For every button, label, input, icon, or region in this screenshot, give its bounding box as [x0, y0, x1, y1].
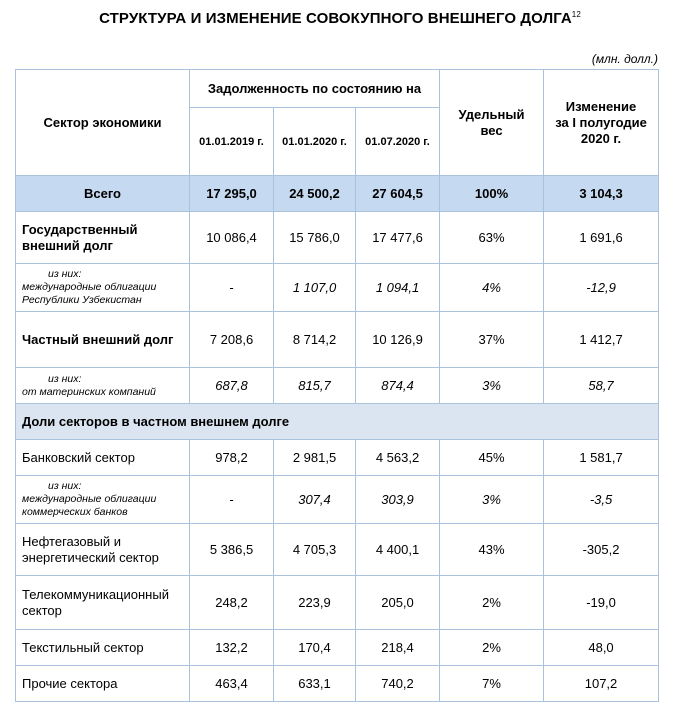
table-row-private: [16, 312, 659, 368]
row-label: Прочие сектора: [16, 666, 190, 702]
table-row-textile: [16, 630, 659, 666]
row-label: Государственный внешний долг: [16, 212, 190, 264]
col-change-header: Изменение за I полугодие 2020 г.: [544, 70, 659, 176]
table-row-gov: [16, 212, 659, 264]
cell-value: 815,7: [274, 368, 356, 404]
col-date-2020-jul: 01.07.2020 г.: [356, 108, 440, 176]
cell-change: 3 104,3: [544, 176, 659, 212]
cell-value: 10 126,9: [356, 312, 440, 368]
external-debt-table: [15, 69, 659, 702]
cell-value: 687,8: [190, 368, 274, 404]
cell-share: 3%: [440, 368, 544, 404]
col-date-2020-jan: 01.01.2020 г.: [274, 108, 356, 176]
col-share-header: Удельный вес: [440, 70, 544, 176]
table-row-oil: [16, 524, 659, 576]
row-label: Текстильный сектор: [16, 630, 190, 666]
cell-value: 248,2: [190, 576, 274, 630]
cell-value: 1 107,0: [274, 264, 356, 312]
cell-value: 740,2: [356, 666, 440, 702]
col-sector-header: Сектор экономики: [16, 70, 190, 176]
table-row-private-sub: [16, 368, 659, 404]
cell-value: 223,9: [274, 576, 356, 630]
cell-value: 978,2: [190, 440, 274, 476]
row-label: Частный внешний долг: [16, 312, 190, 368]
cell-share: 2%: [440, 576, 544, 630]
table-row-telecom: [16, 576, 659, 630]
cell-value: 303,9: [356, 476, 440, 524]
row-label: из них: международные облигации коммерческих банков: [16, 476, 190, 524]
cell-value: -: [190, 264, 274, 312]
cell-value: 10 086,4: [190, 212, 274, 264]
cell-value: -: [190, 476, 274, 524]
cell-value: 307,4: [274, 476, 356, 524]
cell-share: 45%: [440, 440, 544, 476]
table-row-other: [16, 666, 659, 702]
section-header-row: [16, 404, 659, 440]
col-date-2019: 01.01.2019 г.: [190, 108, 274, 176]
cell-value: 1 094,1: [356, 264, 440, 312]
cell-value: 15 786,0: [274, 212, 356, 264]
cell-value: 8 714,2: [274, 312, 356, 368]
cell-share: 100%: [440, 176, 544, 212]
table-row-bank-sub: [16, 476, 659, 524]
page-title: СТРУКТУРА И ИЗМЕНЕНИЕ СОВОКУПНОГО ВНЕШНЕГО ДОЛГА$^{12}$: [99, 10, 581, 27]
table-row-total: [16, 176, 659, 212]
cell-value: 4 400,1: [356, 524, 440, 576]
cell-value: 132,2: [190, 630, 274, 666]
cell-share: 43%: [440, 524, 544, 576]
cell-change: 58,7: [544, 368, 659, 404]
cell-value: 633,1: [274, 666, 356, 702]
cell-share: 4%: [440, 264, 544, 312]
cell-value: 874,4: [356, 368, 440, 404]
cell-change: 48,0: [544, 630, 659, 666]
cell-value: 218,4: [356, 630, 440, 666]
cell-share: 2%: [440, 630, 544, 666]
cell-share: 7%: [440, 666, 544, 702]
row-label: из них: от материнских компаний: [16, 368, 190, 404]
cell-share: 3%: [440, 476, 544, 524]
cell-value: 5 386,5: [190, 524, 274, 576]
cell-change: 107,2: [544, 666, 659, 702]
cell-value: 2 981,5: [274, 440, 356, 476]
table-row-gov-sub: [16, 264, 659, 312]
col-debt-header: Задолженность по состоянию на: [190, 70, 440, 108]
cell-value: 4 705,3: [274, 524, 356, 576]
unit-label: (млн. долл.): [591, 52, 658, 66]
cell-value: 7 208,6: [190, 312, 274, 368]
row-label: из них: международные облигации Республики Узбекистан: [16, 264, 190, 312]
cell-share: 37%: [440, 312, 544, 368]
row-label: Всего: [16, 176, 190, 212]
footnote-ref: 12: [571, 10, 581, 19]
cell-value: 463,4: [190, 666, 274, 702]
section-title: Доли секторов в частном внешнем долге: [16, 404, 659, 440]
header-row: [16, 70, 659, 108]
table-row-bank: [16, 440, 659, 476]
cell-value: 205,0: [356, 576, 440, 630]
cell-change: 1 581,7: [544, 440, 659, 476]
cell-value: 170,4: [274, 630, 356, 666]
cell-change: -12,9: [544, 264, 659, 312]
cell-change: 1 412,7: [544, 312, 659, 368]
cell-change: -305,2: [544, 524, 659, 576]
row-label: Нефтегазовый и энергетический сектор: [16, 524, 190, 576]
cell-value: 24 500,2: [274, 176, 356, 212]
cell-share: 63%: [440, 212, 544, 264]
row-label: Банковский сектор: [16, 440, 190, 476]
cell-value: 4 563,2: [356, 440, 440, 476]
cell-value: 17 295,0: [190, 176, 274, 212]
cell-change: -3,5: [544, 476, 659, 524]
cell-value: 17 477,6: [356, 212, 440, 264]
cell-change: 1 691,6: [544, 212, 659, 264]
cell-change: -19,0: [544, 576, 659, 630]
cell-value: 27 604,5: [356, 176, 440, 212]
row-label: Телекоммуникационный сектор: [16, 576, 190, 630]
